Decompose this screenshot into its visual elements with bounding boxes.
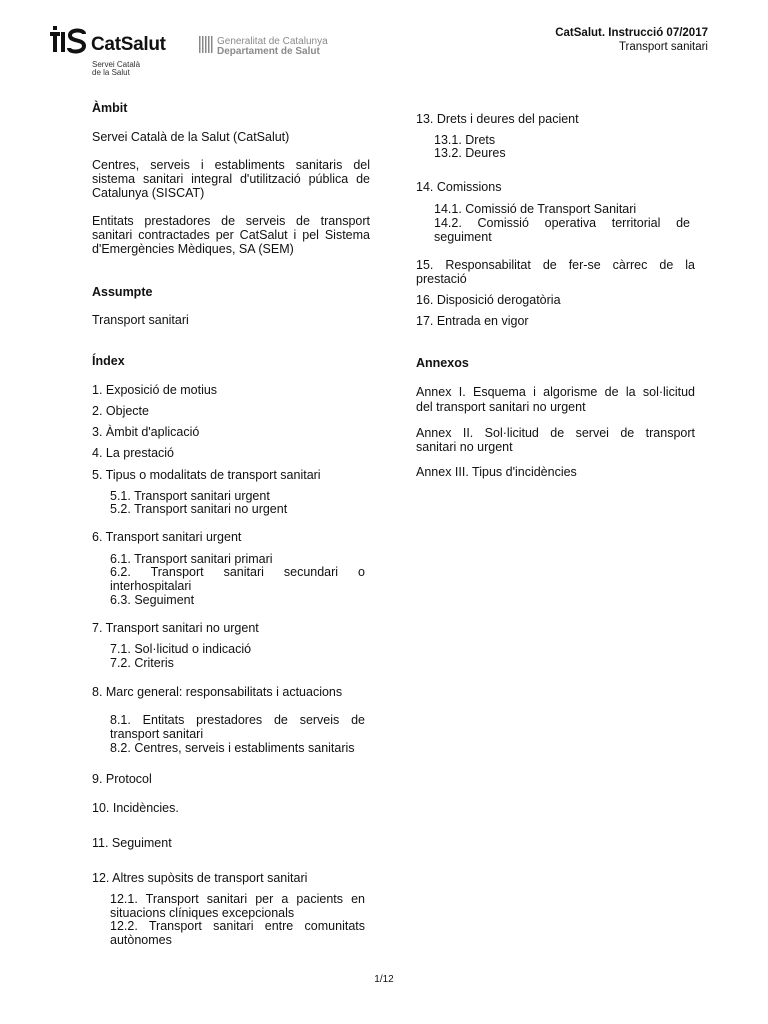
index-item-12: 12. Altres supòsits de transport sanitari <box>92 871 308 885</box>
index-item-9: 9. Protocol <box>92 772 152 786</box>
assumpte-text: Transport sanitari <box>92 313 189 327</box>
document-title: CatSalut. Instrucció 07/2017 <box>555 27 708 39</box>
index-item-13-2: 13.2. Deures <box>434 146 506 160</box>
index-item-2: 2. Objecte <box>92 404 149 418</box>
servei-label-line1: Servei Català <box>92 60 141 69</box>
ambit-paragraph-3-line1: Entitats prestadores de serveis de transport <box>92 214 370 228</box>
index-item-1: 1. Exposició de motius <box>92 383 218 397</box>
index-item-5-2: 5.2. Transport sanitari no urgent <box>110 502 288 516</box>
index-item-7-1: 7.1. Sol·licitud o indicació <box>110 642 252 656</box>
index-item-13-1: 13.1. Drets <box>434 133 496 147</box>
ambit-paragraph-3-line3: d'Emergències Mèdiques, SA (SEM) <box>92 242 294 256</box>
annexos-heading: Annexos <box>416 356 469 370</box>
index-item-12-2-line2: autònomes <box>110 933 172 947</box>
index-item-13: 13. Drets i deures del pacient <box>416 112 579 126</box>
index-item-14-1: 14.1. Comissió de Transport Sanitari <box>434 202 637 216</box>
index-item-5: 5. Tipus o modalitats de transport sanitari <box>92 468 321 482</box>
document-subtitle: Transport sanitari <box>618 41 708 53</box>
ambit-paragraph-1: Servei Català de la Salut (CatSalut) <box>92 130 290 144</box>
generalitat-label: Generalitat de Catalunya <box>217 36 328 47</box>
index-item-14-2-line1: 14.2. Comissió operativa territorial de <box>434 216 690 230</box>
index-item-12-2-line1: 12.2. Transport sanitari entre comunitats <box>110 919 365 933</box>
index-item-15-line1: 15. Responsabilitat de fer-se càrrec de la <box>416 258 695 272</box>
index-item-11: 11. Seguiment <box>92 836 172 850</box>
ambit-paragraph-2-line2: sistema sanitari integral d'utilització pública de <box>92 172 370 186</box>
index-item-6-2-line1: 6.2. Transport sanitari secundari o <box>110 565 365 579</box>
index-item-17: 17. Entrada en vigor <box>416 314 529 328</box>
annex-2-line2: sanitari no urgent <box>416 440 513 454</box>
brand-name: CatSalut <box>91 34 166 55</box>
index-item-15-line2: prestació <box>416 272 467 286</box>
ambit-paragraph-2-line3: Catalunya (SISCAT) <box>92 186 205 200</box>
index-item-16: 16. Disposició derogatòria <box>416 293 561 307</box>
index-item-10: 10. Incidències. <box>92 801 179 815</box>
index-item-7: 7. Transport sanitari no urgent <box>92 621 259 635</box>
ambit-paragraph-3-line2: sanitari contractades per CatSalut i pel Sistema <box>92 228 370 242</box>
index-item-8-1-line1: 8.1. Entitats prestadores de serveis de <box>110 713 365 727</box>
page-number: 1/12 <box>374 974 394 985</box>
ambit-paragraph-2-line1: Centres, serveis i establiments sanitaris del <box>92 158 370 172</box>
ambit-heading: Àmbit <box>92 101 128 115</box>
index-item-8-2: 8.2. Centres, serveis i establiments sanitaris <box>110 741 355 755</box>
generalitat-emblem-icon <box>199 36 213 53</box>
index-item-8: 8. Marc general: responsabilitats i actuacions <box>92 685 343 699</box>
index-item-6: 6. Transport sanitari urgent <box>92 530 242 544</box>
index-item-12-1-line2: situacions clíniques excepcionals <box>110 906 295 920</box>
index-item-3: 3. Àmbit d'aplicació <box>92 425 200 439</box>
annex-2-line1: Annex II. Sol·licitud de servei de transport <box>416 426 695 440</box>
catsalut-logo-icon <box>50 26 86 54</box>
index-item-6-2-line2: interhospitalari <box>110 579 192 593</box>
index-item-5-1: 5.1. Transport sanitari urgent <box>110 489 270 503</box>
annex-1-line2: del transport sanitari no urgent <box>416 400 586 414</box>
departament-label: Departament de Salut <box>217 46 320 57</box>
index-item-6-3: 6.3. Seguiment <box>110 593 195 607</box>
index-item-14: 14. Comissions <box>416 180 502 194</box>
index-item-8-1-line2: transport sanitari <box>110 727 204 741</box>
index-item-14-2-line2: seguiment <box>434 230 492 244</box>
index-heading: Índex <box>92 354 125 368</box>
annex-3: Annex III. Tipus d'incidències <box>416 465 577 479</box>
index-item-6-1: 6.1. Transport sanitari primari <box>110 552 273 566</box>
index-item-12-1-line1: 12.1. Transport sanitari per a pacients en <box>110 892 365 906</box>
annex-1-line1: Annex I. Esquema i algorisme de la sol·licitud <box>416 385 695 399</box>
index-item-7-2: 7.2. Criteris <box>110 656 174 670</box>
assumpte-heading: Assumpte <box>92 285 153 299</box>
servei-label-line2: de la Salut <box>92 68 130 77</box>
index-item-4: 4. La prestació <box>92 446 174 460</box>
